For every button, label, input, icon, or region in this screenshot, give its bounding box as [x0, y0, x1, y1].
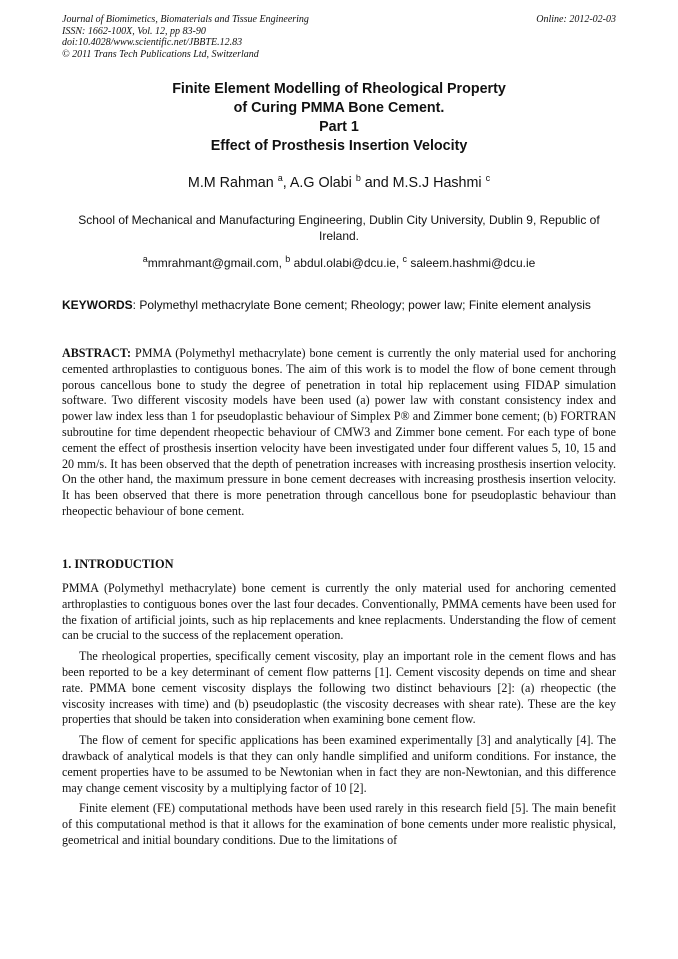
email-list — [62, 256, 616, 270]
paper-title — [62, 80, 616, 156]
email-1: mmrahmant@gmail.com, — [147, 256, 286, 270]
online-date: Online: 2012-02-03 — [536, 14, 616, 25]
intro-paragraph-3: The flow of cement for specific applications has been examined experimentally [3] and analytically [4]. The drawback of analytical models is that they can only handle simplified and uniform conditions. For instance, the cement properties have to be assumed to be Newtonian when in fact they are non-Newtonian, and this difference may change cement viscosity by a multiplying factor of 10 [2]. — [62, 733, 616, 795]
keywords-label: KEYWORDS — [62, 298, 133, 312]
title-line-1: Finite Element Modelling of Rheological Property — [172, 81, 506, 97]
abstract-label: ABSTRACT: — [62, 346, 131, 360]
journal-name: Journal of Biomimetics, Biomaterials and Tissue Engineering — [62, 14, 309, 25]
author-3: and M.S.J Hashmi — [360, 175, 486, 191]
email-1-mark: a — [142, 254, 148, 264]
affiliation: School of Mechanical and Manufacturing Engineering, Dublin City University, Dublin 9, Republic of Ireland. — [78, 213, 600, 243]
journal-header — [62, 14, 616, 60]
issn-line: ISSN: 1662-100X, Vol. 12, pp 83-90 — [62, 25, 206, 37]
doi-line: doi:10.4028/www.scientific.net/JBBTE.12.83 — [62, 37, 243, 48]
title-line-4: Effect of Prosthesis Insertion Velocity — [210, 138, 468, 154]
keywords-text: : Polymethyl methacrylate Bone cement; Rheology; power law; Finite element analysis — [132, 298, 591, 312]
section-heading-introduction: 1. INTRODUCTION — [62, 557, 174, 571]
intro-paragraph-4: Finite element (FE) computational methods have been used rarely in this research field [5]. The main benefit of this computational method is that it allows for the examination of bone cements under more realistic physical, geometrical and initial boundary conditions. Due to the limitations of — [62, 801, 616, 847]
abstract — [62, 346, 616, 520]
author-2-affil-mark: b — [355, 173, 361, 184]
author-2: , A.G Olabi — [282, 175, 356, 191]
author-1-affil-mark: a — [277, 173, 283, 184]
email-3-mark: c — [402, 254, 408, 264]
title-line-2: of Curing PMMA Bone Cement. — [233, 100, 445, 116]
abstract-text: PMMA (Polymethyl methacrylate) bone cement is currently the only material used for anchoring cemented arthroplasties to contiguous bones. The aim of this work is to model the flow of bone cement through porous cancellous bone to study the degree of penetration in total hip replacement using FIDAP simulation software. Two different viscosity models have been used (a) power law with constant consistency index and power law index less than 1 for pseudoplastic behaviour of Simplex P® and Zimmer bone cement; (b) FORTRAN subroutine for time dependent rheopectic behaviour of CMW3 and Zimmer bone cement. For each type of bone cement the effect of prosthesis insertion velocity have been investigated under four different values 5, 10, 15 and 20 mm/s. It has been observed that the depth of penetration increases with increasing prosthesis insertion velocity. On the other hand, the maximum pressure in bone cement decreases with increasing prosthesis insertion velocity. It has been observed that there is more penetration through cancellous bone for pseudoplastic behaviour than rheopectic behaviour of bone cement. — [62, 346, 616, 518]
author-3-affil-mark: c — [485, 173, 491, 184]
copyright-line: © 2011 Trans Tech Publications Ltd, Switzerland — [62, 48, 259, 60]
author-list — [62, 175, 616, 191]
keywords — [62, 297, 616, 313]
introduction-body — [62, 581, 616, 854]
title-line-3: Part 1 — [319, 119, 359, 135]
intro-paragraph-1: PMMA (Polymethyl methacrylate) bone cement is currently the only material used for anchoring cemented arthroplasties to contiguous bones over the last four decades. Conventionally, PMMA cements have been used for the fixation of artificial joints, such as hip replacements and knee replacments. Understanding the flow of cement can be crucial to the success of the replacement operation. — [62, 581, 616, 643]
email-2-mark: b — [285, 254, 291, 264]
author-1: M.M Rahman — [187, 175, 278, 191]
intro-paragraph-2: The rheological properties, specifically cement viscosity, play an important role in the cement flows and has been reported to be a key determinant of cement flow patterns [1]. Cement viscosity depends on time and shear rate. PMMA bone cement viscosity displays the following two distinct behaviours [2]: (a) rheopectic (the viscosity increases with time) and (b) pseudoplastic (the viscosity decreases with shear rate). These are the key properties that should be taken into consideration when examining bone cement flow. — [62, 649, 616, 727]
email-3: saleem.hashmi@dcu.ie — [407, 256, 536, 270]
email-2: abdul.olabi@dcu.ie, — [290, 256, 403, 270]
